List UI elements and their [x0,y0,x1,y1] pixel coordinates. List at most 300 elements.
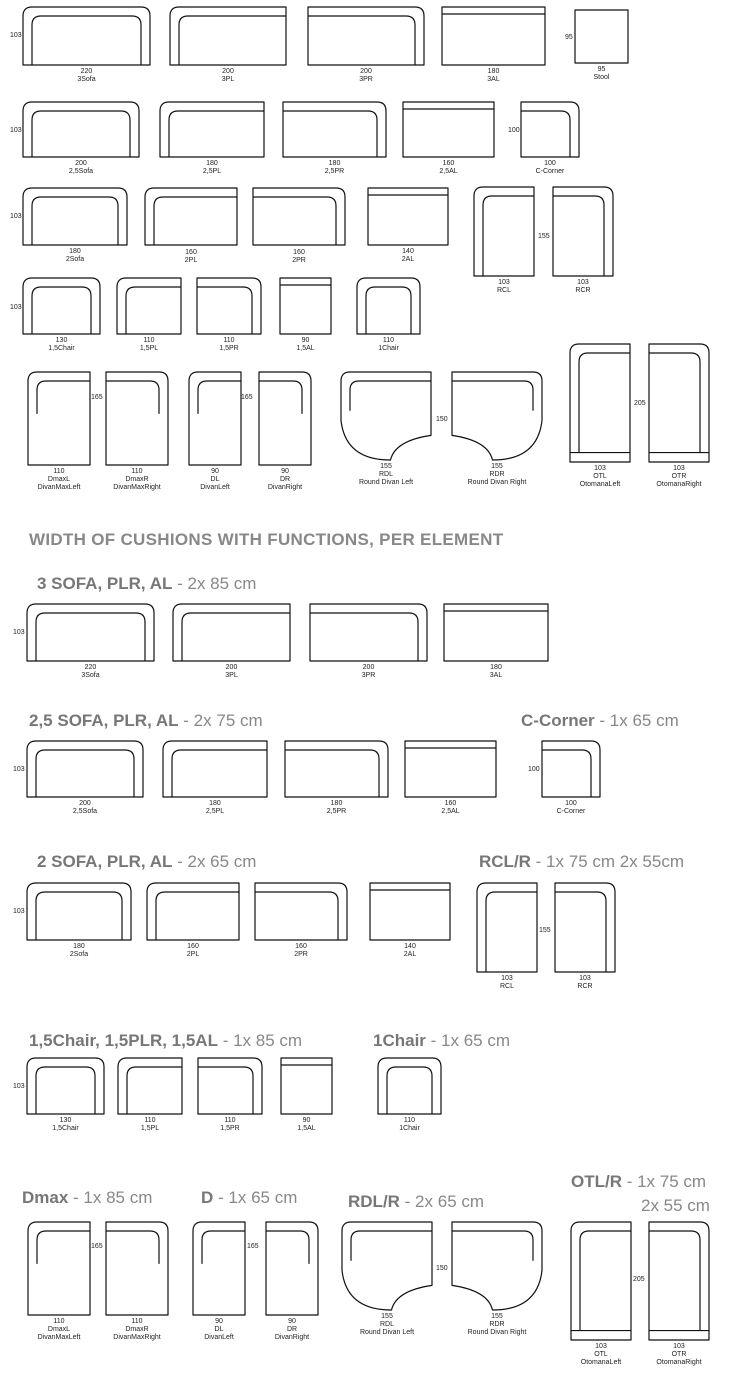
module-width: 110 [223,337,235,344]
module-code: RDR [489,1321,505,1328]
module-code: OTL [593,473,607,480]
heading-rest: - 1x 75 cm 2x 55cm [530,852,685,871]
module-width: 90 [288,1318,296,1325]
module-width: 180 [490,664,502,671]
module-code: 3AL [489,672,503,679]
module-2al [370,883,450,940]
heading-rest: - 1x 65 cm [594,711,679,730]
module-3pl [173,604,290,661]
module-width: 103 [594,465,606,472]
module-dmaxl [28,372,90,465]
module-1-5pl [118,1058,182,1114]
module-code: 2Sofa [65,256,85,263]
module-width: 110 [131,1318,143,1325]
module-code: 2AL [401,256,415,263]
module-outline [649,344,709,462]
module-otl [571,1222,631,1340]
heading-rest: - 2x 85 cm [172,574,257,593]
module-label [359,68,373,84]
module-outline-path [27,741,143,797]
module-code: 2PL [184,257,198,264]
heading-otl-r-line2: 2x 55 cm [641,1196,710,1215]
module-width: 180 [73,943,85,950]
module-outline-path [474,187,534,276]
module-outline-path [357,278,420,334]
module-label [219,337,238,353]
module-3sofa [27,604,154,661]
module-label [206,800,224,816]
module-outline-path [452,1222,542,1310]
module-outline-path [283,102,386,157]
module-outline [23,7,150,65]
module-stool [575,10,628,63]
module-code: 2,5PL [205,808,225,815]
module-width: 180 [328,160,341,167]
module-outline-path [575,10,628,63]
module-3al [442,7,545,65]
module-outline-path [106,1222,168,1315]
module-code: 2,5Sofa [68,168,94,175]
module-width: 90 [281,468,289,475]
module-outline [308,7,424,65]
module-label [656,1343,701,1367]
module-rdl [342,1222,432,1310]
module-outline [198,1058,262,1114]
module-width: 110 [224,1117,236,1124]
module-width: 110 [382,337,395,344]
module-code: 2,5PL [202,168,222,175]
module-width: 160 [187,943,199,950]
module-code: DL [214,1326,224,1333]
module-code: 2Sofa [69,951,89,958]
module-label [378,337,399,353]
module-description: Round Divan Right [467,1329,527,1336]
dimension-label: 100 [528,766,540,773]
module-code: 3PR [361,672,376,679]
module-outline [28,1222,90,1315]
module-code: 1,5AL [297,1125,316,1132]
module-code: 2,5AL [441,808,460,815]
module-outline-path [378,1058,441,1114]
module-description: DivanLeft [200,484,230,491]
module-description: OtomanaLeft [580,1359,622,1366]
module-outline [27,883,131,940]
heading-bold: OTL/R [571,1172,622,1191]
module-outline-path [310,604,427,661]
module-width: 155 [491,1313,503,1320]
module-outline-path [341,372,431,460]
heading-bold: RDL/R [348,1192,400,1211]
heading-bold: 2 SOFA, PLR, AL [37,852,173,871]
module-outline-path [281,1058,332,1114]
module-label [536,160,565,176]
module-code: 1,5PR [219,345,239,352]
module-width: 140 [404,943,416,950]
module-1-5al [280,278,331,334]
module-label [69,160,93,176]
module-rdl [341,372,431,460]
module-rcr [553,187,613,276]
module-outline [357,278,420,334]
module-width: 103 [579,975,591,982]
module-label [580,465,620,489]
module-outline [571,1222,631,1340]
heading-bold: C-Corner [521,711,595,730]
module-outline [555,883,615,972]
heading-bold: 1Chair [373,1031,426,1050]
dimension-label: 150 [436,416,448,423]
heading-1-chair [373,1031,510,1051]
module-1chair [357,278,420,334]
heading-rest: - 1x 65 cm [213,1188,298,1207]
module-code: 1,5Chair [48,345,75,352]
module-2-5sofa [23,102,139,157]
module-description: OtomanaRight [656,1359,702,1366]
module-2-5pr [283,102,386,157]
module-label [81,664,99,680]
module-outline-path [117,278,181,334]
module-code: 1,5Chair [52,1125,79,1132]
module-outline-path [555,883,615,972]
module-width: 110 [143,337,155,344]
module-description: DivanRight [274,1334,310,1341]
module-code: C-Corner [535,168,565,175]
module-code: 3PL [225,672,238,679]
module-2pl [147,883,239,940]
module-code: RCL [499,983,515,990]
module-label [577,975,592,991]
module-width: 160 [293,249,305,256]
module-outline-path [368,188,448,245]
module-code: DmaxL [47,476,71,483]
module-width: 155 [381,1313,393,1320]
module-label [360,1313,414,1337]
heading-rest: - 1x 75 cm [622,1172,707,1191]
module-outline-path [23,188,127,245]
module-outline [106,372,168,465]
module-code: Stool [593,74,610,81]
module-label [581,1343,621,1367]
module-outline-path [553,187,613,276]
module-code: 3Sofa [77,76,96,83]
module-description: DivanLeft [204,1334,234,1341]
module-width: 180 [206,160,218,167]
module-label [468,1313,527,1337]
module-outline-path [163,741,267,797]
module-code: 3PR [359,76,373,83]
module-label [594,66,610,82]
dimension-label: 95 [565,34,573,41]
module-1-5chair [23,278,100,334]
module-code: RCR [577,983,593,990]
module-2-5al [405,741,496,797]
module-dl [193,1222,245,1315]
module-outline-path [255,883,347,940]
module-code: 3AL [487,76,500,83]
module-outline-path [342,1222,432,1310]
module-label [296,337,314,353]
module-label [441,800,459,816]
module-code: 2,5PR [326,808,347,815]
module-rcl [477,883,537,972]
module-label [439,160,457,176]
module-outline [452,1222,542,1310]
dimension-label: 165 [91,394,103,401]
dimension-label: 150 [436,1265,448,1272]
module-1-5pr [197,278,261,334]
heading-rest: - 2x 65 cm [172,852,257,871]
heading-bold: Dmax [22,1188,69,1207]
module-outline-path [170,7,286,65]
module-outline-path [198,1058,262,1114]
heading-rest: - 1x 65 cm [425,1031,511,1050]
module-code: DL [210,476,220,483]
heading-1-5-chair [29,1031,302,1051]
module-width: 200 [222,68,234,75]
module-width: 200 [360,68,372,75]
module-label [66,248,84,264]
module-label [38,1318,81,1342]
module-label [275,1318,309,1342]
module-width: 130 [55,337,68,344]
module-outline [575,10,628,63]
module-2sofa [27,883,131,940]
module-width: 130 [59,1117,72,1124]
module-label [292,249,306,265]
module-outline [570,344,630,462]
module-width: 100 [544,160,556,167]
heading-rest: - 1x 85 cm [217,1031,303,1050]
heading-2-sofa [37,852,256,872]
module-outline-path [542,741,600,797]
module-outline-path [189,372,241,465]
module-outline [27,1058,104,1114]
module-outline [442,7,545,65]
module-label [327,800,346,816]
module-width: 180 [209,800,221,807]
module-outline-path [27,1058,104,1114]
heading-bold: 3 SOFA, PLR, AL [37,574,173,593]
module-outline-path [649,1222,709,1340]
module-outline [378,1058,441,1114]
module-outline [28,372,90,465]
module-label [141,1117,159,1133]
module-width: 160 [185,249,197,256]
module-label [490,664,502,680]
module-width: 160 [295,943,307,950]
module-label [48,337,74,353]
module-outline-path [23,102,139,157]
module-outline [23,188,127,245]
module-label [500,975,514,991]
module-outline [280,278,331,334]
module-width: 180 [330,800,343,807]
module-1-5pl [117,278,181,334]
module-outline [106,1222,168,1315]
module-dmaxr [106,1222,168,1315]
dimension-label: 205 [633,1276,645,1283]
dimension-label: 103 [13,629,25,636]
module-outline [281,1058,332,1114]
dimension-label: 103 [10,304,22,311]
module-outline [23,278,100,334]
module-code: DmaxR [125,476,149,483]
heading-3-sofa [37,574,256,594]
module-outline [368,188,448,245]
dimension-label: 103 [10,127,22,134]
module-description: Round Divan Right [467,479,527,486]
module-label [362,664,376,680]
module-outline [253,188,345,245]
module-1chair [378,1058,441,1114]
module-outline [444,604,548,661]
module-outline [542,741,600,797]
module-code: RDL [378,471,393,478]
heading-c-corner [521,711,679,731]
dimension-label: 100 [508,127,520,134]
module-label [294,943,308,959]
module-outline-path [28,1222,90,1315]
module-width: 180 [69,248,81,255]
module-description: Round Divan Left [359,1329,415,1336]
module-rdr [452,372,542,460]
module-outline-path [452,372,542,460]
module-label [297,1117,315,1133]
module-outline-path [28,372,90,465]
module-outline [170,7,286,65]
module-rcr [555,883,615,972]
module-3pr [310,604,427,661]
module-outline-path [27,604,154,661]
module-description: DivanRight [267,484,303,491]
module-code: 1Chair [399,1125,420,1132]
module-width: 100 [565,800,577,807]
module-outline [145,188,237,245]
module-outline-path [570,344,630,462]
module-code: DR [279,476,291,483]
module-width: 110 [131,468,143,475]
module-outline [197,278,261,334]
module-dr [259,372,311,465]
module-outline-path [23,7,150,65]
module-code: 1Chair [378,345,399,352]
module-outline-path [285,741,388,797]
module-label [468,463,527,487]
module-label [575,279,590,295]
module-code: 3PL [221,76,235,83]
module-dr [266,1222,318,1315]
module-width: 103 [501,975,513,982]
module-outline [118,1058,182,1114]
module-width: 140 [402,248,414,255]
module-outline-path [253,188,345,245]
module-code: 3Sofa [81,672,100,679]
module-dmaxl [28,1222,90,1315]
module-code: DR [286,1326,298,1333]
module-outline-path [147,883,239,940]
module-outline [259,372,311,465]
module-3al [444,604,548,661]
module-label [70,943,88,959]
module-rcl [474,187,534,276]
module-outline [452,372,542,460]
module-code: RCL [496,287,512,294]
module-width: 110 [144,1117,156,1124]
module-width: 155 [380,463,392,470]
module-2sofa [23,188,127,245]
module-code: 2PR [294,951,308,958]
module-outline-path [118,1058,182,1114]
module-outline-path [444,604,548,661]
module-outline [649,1222,709,1340]
module-description: OtomanaLeft [579,481,621,488]
module-outline-path [308,7,424,65]
module-width: 155 [491,463,503,470]
module-label [203,160,221,176]
module-description: DivanMaxLeft [37,1334,81,1341]
module-rdr [452,1222,542,1310]
module-dl [189,372,241,465]
module-code: 1,5AL [296,345,315,352]
module-2-5al [403,102,494,157]
dimension-label: 103 [10,32,22,39]
module-outline [117,278,181,334]
module-label [77,68,95,84]
module-width: 110 [53,468,65,475]
module-width: 90 [211,468,219,475]
module-outline-path [259,372,311,465]
module-2al [368,188,448,245]
module-width: 110 [53,1318,65,1325]
module-outline-path [442,7,545,65]
module-label [52,1117,78,1133]
module-width: 220 [80,68,93,75]
module-outline [160,102,264,157]
heading-rest: - 1x 85 cm [68,1188,153,1207]
module-outline-path [106,372,168,465]
heading-rest: - 2x 65 cm [399,1192,485,1211]
module-width: 200 [79,800,91,807]
module-outline-path [403,102,494,157]
heading-2-5-sofa [29,711,263,731]
module-outline-path [23,278,100,334]
module-outline [147,883,239,940]
module-label [38,468,81,492]
module-width: 95 [597,66,606,73]
dimension-label: 103 [13,766,25,773]
module-outline-path [280,278,331,334]
heading-d [201,1188,297,1208]
module-description: DivanMaxLeft [37,484,81,491]
module-code: RCR [575,287,591,294]
module-width: 160 [444,800,457,807]
module-2-5pl [160,102,264,157]
heading-bold: 2,5 SOFA, PLR, AL [29,711,179,730]
module-code: DmaxL [47,1326,71,1333]
module-outline [255,883,347,940]
module-outline-path [266,1222,318,1315]
module-2-5pr [285,741,388,797]
module-code: OTR [671,473,687,480]
module-2pr [255,883,347,940]
module-outline [405,741,496,797]
module-outline-path [193,1222,245,1315]
module-label [222,68,234,84]
module-code: 1,5PR [220,1125,240,1132]
dimension-label: 165 [91,1243,103,1250]
module-3sofa [23,7,150,65]
module-label [113,468,160,492]
